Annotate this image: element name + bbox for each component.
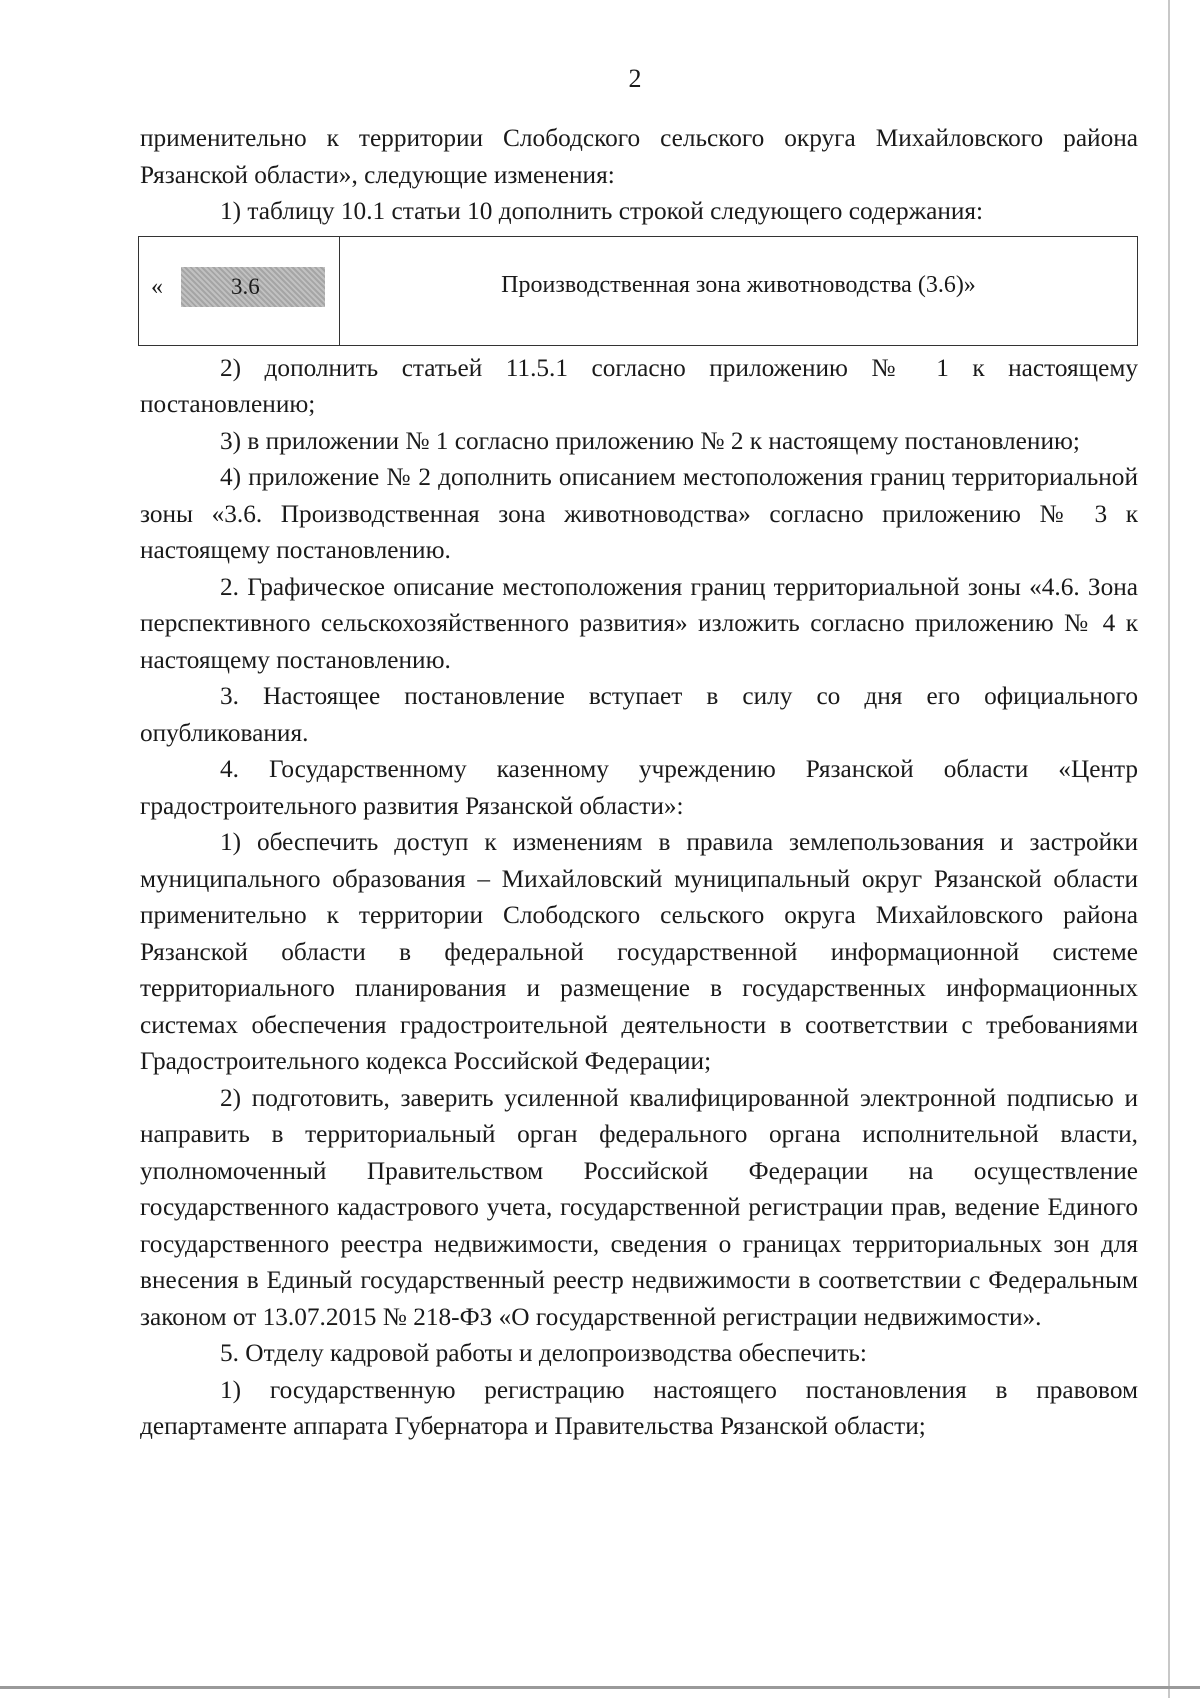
document-body [140,120,1138,1445]
table-row [139,236,1138,345]
page-bottom-edge [0,1686,1200,1689]
zone-code: 3.6 [181,267,325,307]
item-2: 2. Графическое описание местоположения границ территориальной зоны «4.6. Зона перспективного сельскохозяйственного развития» изложить согласно приложению № 4 к настоящему постановлению. [140,572,1138,674]
item-1-4: 4) приложение № 2 дополнить описанием местоположения границ территориальной зоны «3.6. Производственная зона животноводства» согласно приложению № 3 к настоящему постановлению. [140,463,1138,564]
item-3: 3. Настоящее постановление вступает в силу со дня его официального опубликования. [140,682,1138,747]
page-right-edge [1168,0,1170,1698]
zone-name-cell: Производственная зона животноводства (3.6)» [340,236,1138,345]
item-1-3: 3) в приложении № 1 согласно приложению № 2 к настоящему постановлению; [220,426,1080,455]
zone-table [138,236,1138,346]
item-4: 4. Государственному казенному учреждению Рязанской области «Центр градостроительного развития Рязанской области»: [140,755,1138,820]
item-1-2: 2) дополнить статьей 11.5.1 согласно приложению № 1 к настоящему постановлению; [140,353,1138,418]
item-5-1: 1) государственную регистрацию настоящего постановления в правовом департаменте аппарата Губернатора и Правительства Рязанской области; [140,1375,1138,1440]
item-4-2: 2) подготовить, заверить усиленной квалифицированной электронной подписью и направить в территориальный орган федерального органа исполнительной власти, уполномоченный Правительством Российской Федерации на осуществление государственного кадастрового учета, государственной регистрации прав, ведение Единого государственного реестра недвижимости, сведения о границах территориальных зон для внесения в Единый государственный реестр недвижимости в соответствии с Федеральным законом от 13.07.2015 № 218-ФЗ «О государственной регистрации недвижимости». [140,1083,1138,1331]
page-number: 2 [628,64,642,93]
item-4-1: 1) обеспечить доступ к изменениям в правила землепользования и застройки муниципального образования – Михайловский муниципальный округ Рязанской области применительно к территории Слободского сельского округа Михайловского района Рязанской области в федеральной государственной информационной системе территориального планирования и размещение в государственных информационных системах обеспечения градостроительной деятельности в соответствии с требованиями Градостроительного кодекса Российской Федерации; [140,828,1138,1075]
item-1-1: 1) таблицу 10.1 статьи 10 дополнить строкой следующего содержания: [220,197,984,225]
intro-paragraph: применительно к территории Слободского сельского округа Михайловского района Рязанской области», следующие изменения: [140,124,1138,189]
item-5: 5. Отделу кадровой работы и делопроизводства обеспечить: [220,1339,867,1367]
zone-code-cell [139,236,340,345]
open-quote: « [151,273,163,300]
